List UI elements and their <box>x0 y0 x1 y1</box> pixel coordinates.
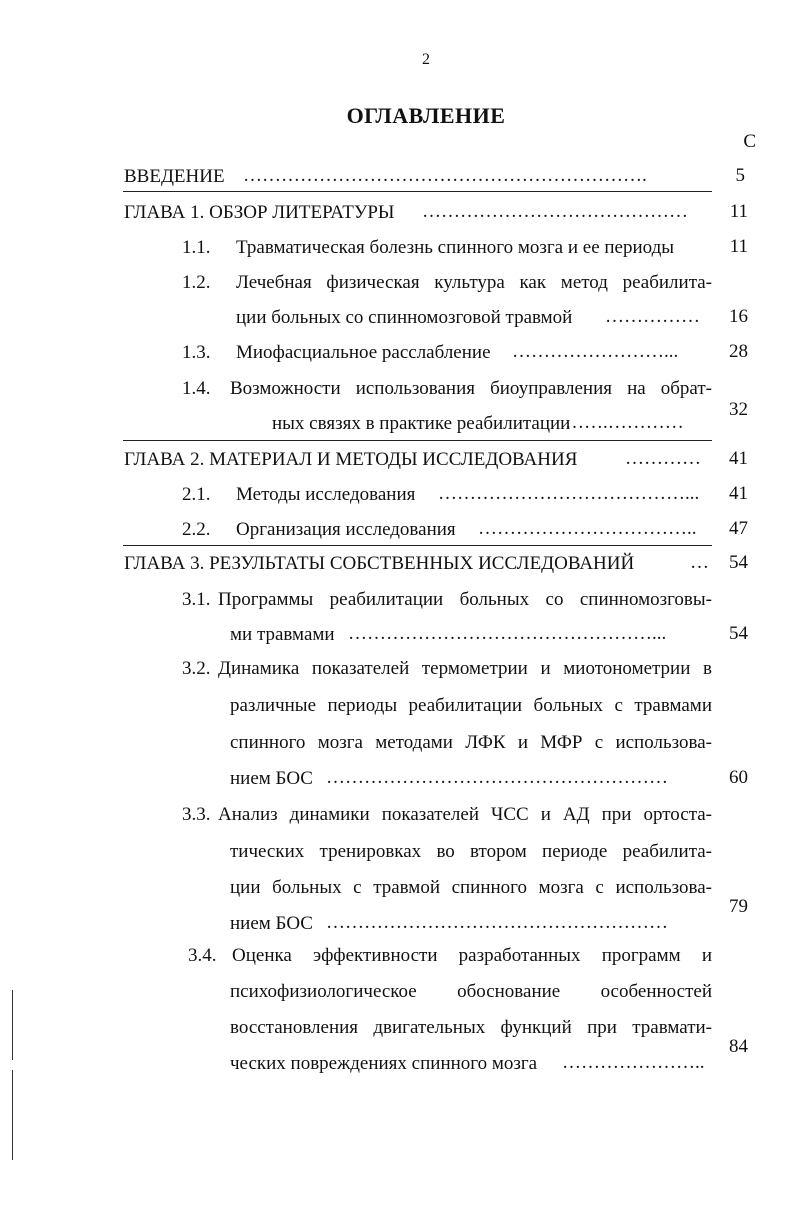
entry-number: 1.4. <box>182 378 211 399</box>
entry-label-line-2: различные периоды реабилитации больных с травмами <box>230 695 712 716</box>
entry-label: Организация исследования <box>236 519 456 540</box>
divider <box>123 545 712 546</box>
entry-leader: ……………………... <box>512 341 679 362</box>
entry-label-line-1: Лечебная физическая культура как метод реабилита- <box>236 272 712 293</box>
entry-label-line-2: ми травмами <box>230 624 335 645</box>
entry-page: 79 <box>729 896 748 917</box>
entry-number: 1.1. <box>182 237 211 258</box>
entry-page: 11 <box>729 236 748 257</box>
entry-number: 3.1. <box>182 589 211 610</box>
entry-label-line-2: психофизиологическое обоснование особенностей <box>230 981 712 1002</box>
entry-number: 1.2. <box>182 272 211 293</box>
entry-leader: …………………………….. <box>478 518 697 539</box>
entry-page: 28 <box>729 341 748 362</box>
entry-label-line-2: ции больных со спинномозговой травмой <box>236 307 573 328</box>
entry-label: Методы исследования <box>236 484 416 505</box>
entry-leader: …………… <box>605 306 700 327</box>
entry-number: 3.3. <box>182 804 211 825</box>
entry-leader: …………………………………... <box>438 483 700 504</box>
entry-page: 41 <box>729 483 748 504</box>
entry-label-line-4: нием БОС <box>230 913 313 934</box>
entry-leader: ………………………………………………………. <box>243 165 647 186</box>
page-column-label: С <box>743 131 756 152</box>
entry-label-line-3: восстановления двигательных функций при травмати- <box>230 1017 712 1038</box>
scan-margin-line <box>12 990 13 1060</box>
entry-page: 60 <box>729 767 748 788</box>
entry-label: ГЛАВА 1. ОБЗОР ЛИТЕРАТУРЫ <box>124 202 395 223</box>
toc-title: ОГЛАВЛЕНИЕ <box>346 103 506 128</box>
entry-label-line-1: Оценка эффективности разработанных программ и <box>232 945 712 966</box>
entry-leader: …………………………………… <box>422 201 688 222</box>
entry-number: 2.2. <box>182 519 211 540</box>
entry-leader: …….………… <box>565 412 684 433</box>
page-number: 2 <box>422 51 430 68</box>
entry-leader: ………………….. <box>562 1052 705 1073</box>
entry-label: ВВЕДЕНИЕ <box>124 166 225 187</box>
entry-page: 41 <box>729 448 748 469</box>
entry-leader: …………………………………………... <box>348 623 667 644</box>
entry-label: ГЛАВА 3. РЕЗУЛЬТАТЫ СОБСТВЕННЫХ ИССЛЕДОВАНИЙ <box>124 553 635 574</box>
entry-number: 1.3. <box>182 342 211 363</box>
entry-label-line-2: ных связях в практике реабилитации <box>272 413 571 434</box>
entry-number: 3.2. <box>182 658 211 679</box>
entry-label: Миофасциальное расслабление <box>236 342 491 363</box>
entry-number: 3.4. <box>188 945 217 966</box>
entry-label-line-3: ции больных с травмой спинного мозга с использова- <box>230 877 712 898</box>
entry-leader: ……………………………………………… <box>326 767 668 788</box>
entry-leader: … <box>690 552 709 573</box>
entry-label-line-4: ческих повреждениях спинного мозга <box>230 1053 538 1074</box>
entry-label-line-1: Программы реабилитации больных со спинномозговы- <box>218 589 712 610</box>
entry-page: 11 <box>729 201 748 222</box>
scan-margin-line <box>12 1070 13 1160</box>
entry-label: Травматическая болезнь спинного мозга и ее периоды <box>236 237 675 258</box>
entry-label-line-1: Динамика показателей термометрии и миотонометрии в <box>218 658 712 679</box>
entry-label-line-1: Возможности использования биоуправления на обрат- <box>230 378 712 399</box>
entry-label-line-4: нием БОС <box>230 768 313 789</box>
entry-label-line-2: тических тренировках во втором периоде реабилита- <box>230 841 712 862</box>
entry-label: ГЛАВА 2. МАТЕРИАЛ И МЕТОДЫ ИССЛЕДОВАНИЯ <box>124 449 578 470</box>
entry-page: 54 <box>729 552 748 573</box>
entry-leader: ………… <box>625 448 701 469</box>
entry-label-line-3: спинного мозга методами ЛФК и МФР с использова- <box>230 732 712 753</box>
divider <box>123 440 712 441</box>
divider <box>123 191 712 192</box>
entry-page: 16 <box>729 306 748 327</box>
entry-page: 84 <box>729 1036 748 1057</box>
entry-number: 2.1. <box>182 484 211 505</box>
entry-page: 32 <box>729 399 748 420</box>
entry-label-line-1: Анализ динамики показателей ЧСС и АД при ортоста- <box>218 804 712 825</box>
entry-page: 47 <box>729 518 748 539</box>
entry-page: 54 <box>729 623 748 644</box>
entry-leader: ……………………………………………… <box>326 912 668 933</box>
entry-page: 5 <box>735 165 745 186</box>
